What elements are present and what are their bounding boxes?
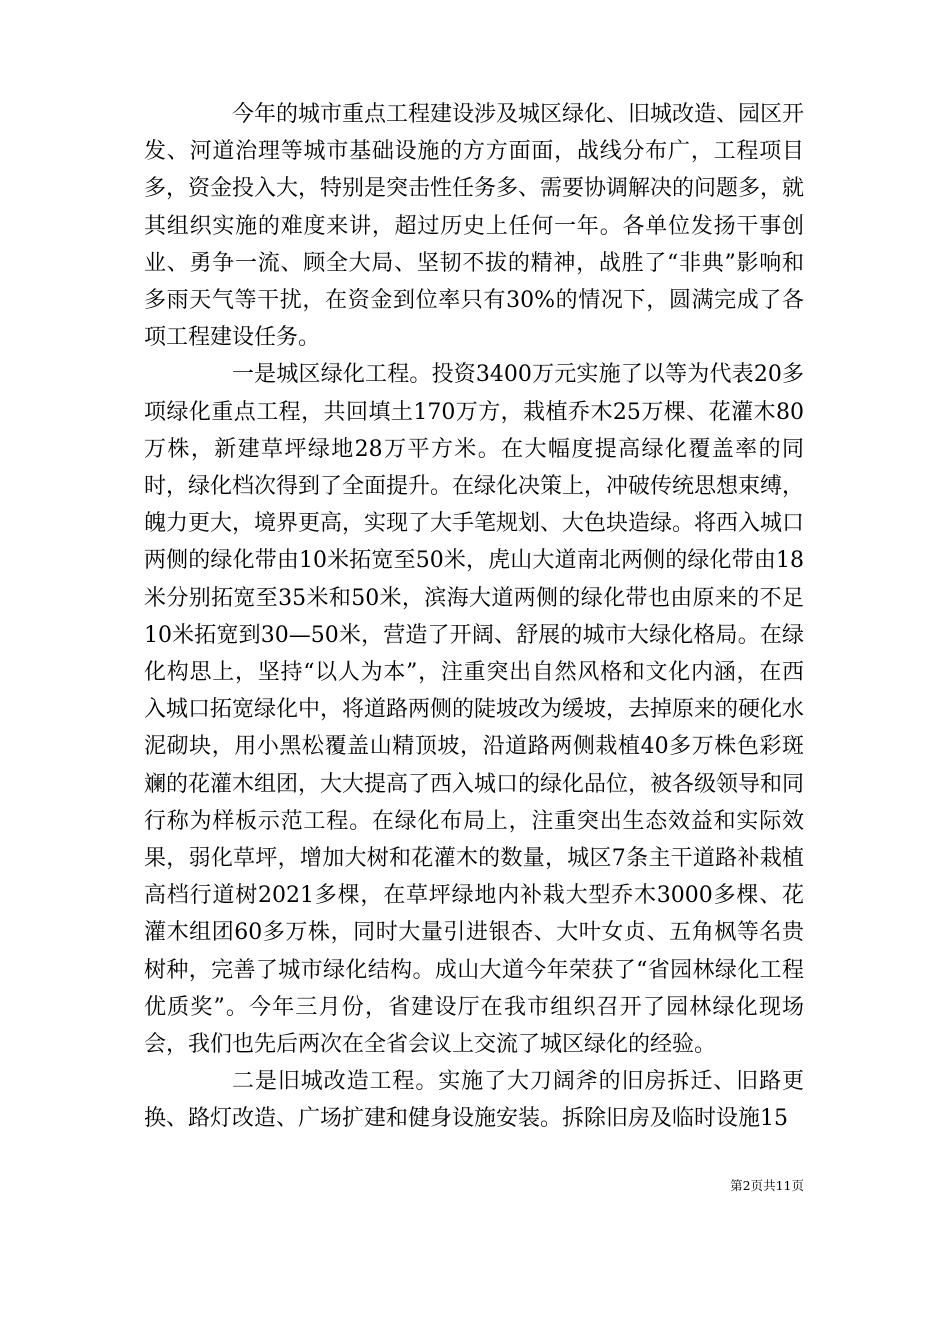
paragraph-intro: 今年的城市重点工程建设涉及城区绿化、旧城改造、园区开发、河道治理等城市基础设施的方方面面，战线分布广，工程项目多，资金投入大，特别是突击性任务多、需要协调解决的问题多，就其组织实施的难度来讲，超过历史上任何一年。各单位发扬干事创业、勇争一流、顾全大局、坚韧不拔的精神，战胜了“非典”影响和多雨天气等干扰，在资金到位率只有30%的情况下，圆满完成了各项工程建设任务。: [144, 102, 805, 351]
document-body: [144, 96, 804, 1138]
paragraph-greening: 一是城区绿化工程。投资3400万元实施了以等为代表20多项绿化重点工程，共回填土170万方，栽植乔木25万棵、花灌木80万株，新建草坪绿地28万平方米。在大幅度提高绿化覆盖率的同时，绿化档次得到了全面提升。在绿化决策上，冲破传统思想束缚，魄力更大，境界更高，实现了大手笔规划、大色块造绿。将西入城口两侧的绿化带由10米拓宽至50米，虎山大道南北两侧的绿化带由18米分别拓宽至35米和50米，滨海大道两侧的绿化带也由原来的不足10米拓宽到30—50米，营造了开阔、舒展的城市大绿化格局。在绿化构思上，坚持“以人为本”，注重突出自然风格和文化内涵，在西入城口拓宽绿化中，将道路两侧的陡坡改为缓坡，去掉原来的硬化水泥砌块，用小黑松覆盖山精顶坡，沿道路两侧栽植40多万株色彩斑斓的花灌木组团，大大提高了西入城口的绿化品位，被各级领导和同行称为样板示范工程。在绿化布局上，注重突出生态效益和实际效果，弱化草坪，增加大树和花灌木的数量，城区7条主干道路补栽植高档行道树2021多棵，在草坪绿地内补栽大型乔木3000多棵、花灌木组团60多万株，同时大量引进银杏、大叶女贞、五角枫等名贵树种，完善了城市绿化结构。成山大道今年荣获了“省园林绿化工程优质奖”。今年三月份，省建设厅在我市组织召开了园林绿化现场会，我们也先后两次在全省会议上交流了城区绿化的经验。: [144, 362, 805, 1058]
paragraph-old-city: 二是旧城改造工程。实施了大刀阔斧的旧房拆迁、旧路更换、路灯改造、广场扩建和健身设施安装。拆除旧房及临时设施15: [144, 1069, 804, 1132]
page-number-footer: 第2页共11页: [730, 1178, 804, 1193]
